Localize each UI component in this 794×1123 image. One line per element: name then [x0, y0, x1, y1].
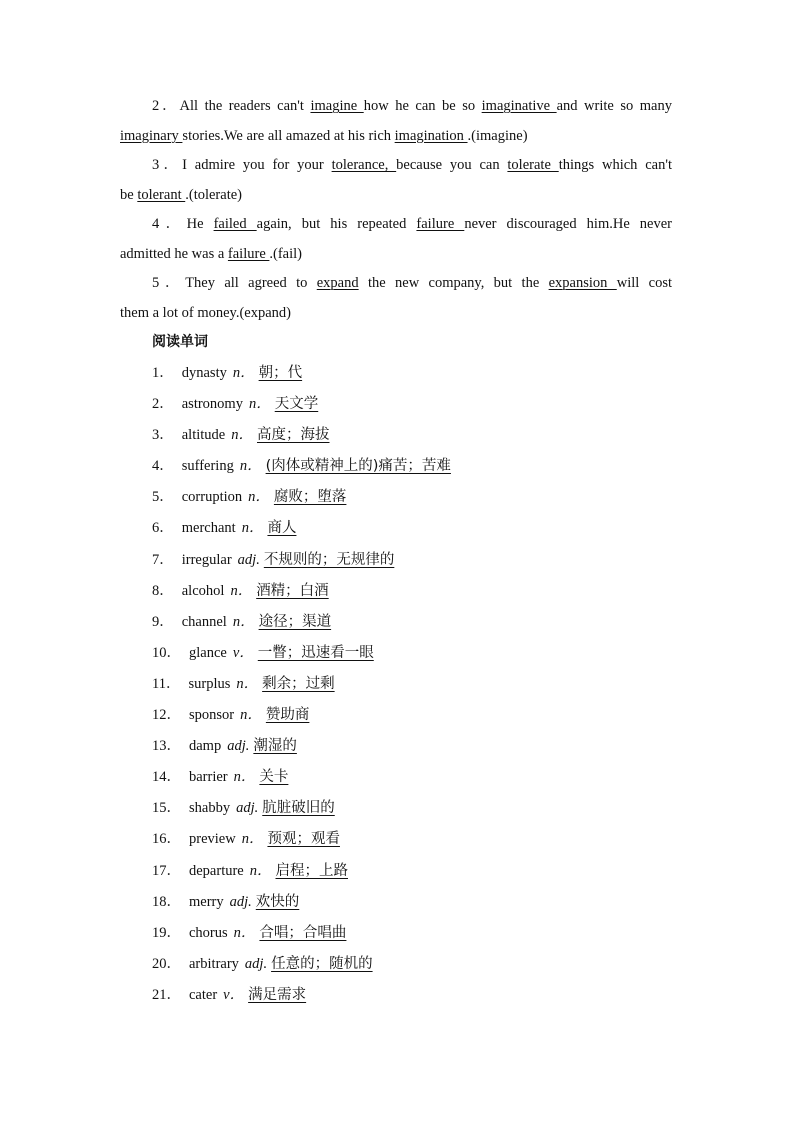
sentence-text: them a lot of money.(expand)	[120, 304, 291, 321]
exercise-item	[120, 210, 672, 269]
sentence-text: because you can	[396, 157, 508, 173]
vocab-number: 18．	[152, 893, 181, 910]
vocab-number: 6．	[152, 520, 174, 537]
vocab-number: 8．	[152, 582, 174, 599]
exercise-line-first	[120, 92, 672, 122]
vocab-meaning: 赞助商	[265, 707, 310, 724]
sentence-text: again, but his repeated	[256, 216, 417, 232]
exercise-line-first	[120, 269, 672, 299]
vocab-pos: n．	[233, 924, 256, 941]
vocab-number: 12．	[152, 707, 181, 724]
vocab-item	[152, 856, 451, 887]
sentence-text: how he can be so	[363, 98, 482, 114]
vocab-item	[152, 793, 451, 824]
vocab-word: alcohol	[181, 582, 225, 599]
vocab-meaning: 高度；海拔	[257, 427, 330, 444]
sentence-text: and write so many	[556, 98, 672, 114]
vocab-word: astronomy	[181, 396, 243, 413]
answer-blank: tolerant	[137, 186, 186, 203]
exercise-line-second	[120, 122, 672, 152]
exercise-line-first	[120, 210, 672, 240]
vocab-meaning: 天文学	[274, 396, 319, 413]
vocab-pos: adj.	[244, 955, 268, 972]
vocab-item	[152, 824, 451, 855]
vocab-number: 13．	[152, 738, 181, 755]
sentence-text: .(tolerate)	[185, 186, 242, 203]
vocab-item	[152, 980, 451, 1011]
vocab-item	[152, 451, 451, 482]
vocab-number: 9．	[152, 613, 174, 630]
vocab-number: 17．	[152, 862, 181, 879]
vocab-number: 5．	[152, 489, 174, 506]
vocab-word: chorus	[189, 924, 228, 941]
vocab-pos: n．	[231, 427, 253, 444]
answer-blank: expand	[316, 275, 359, 291]
vocab-meaning: 商人	[267, 520, 297, 537]
vocab-meaning: 任意的；随机的	[271, 955, 373, 972]
vocab-number: 3．	[152, 427, 174, 444]
vocab-pos: n．	[230, 582, 253, 599]
vocab-meaning: 肮脏破旧的	[262, 800, 335, 817]
sentence-text: .(fail)	[269, 245, 302, 262]
vocab-item	[152, 731, 451, 762]
vocab-meaning: 潮湿的	[253, 738, 297, 755]
vocab-item	[152, 513, 451, 544]
sentence-text: be	[120, 186, 138, 203]
vocab-pos: n．	[248, 489, 270, 506]
exercise-item	[120, 269, 672, 328]
sentence-text: They all agreed to	[185, 275, 317, 291]
vocab-meaning: 途径；渠道	[258, 613, 332, 630]
sentence-text: I admire you for your	[182, 157, 332, 173]
answer-blank: failure	[227, 245, 270, 262]
vocab-word: altitude	[181, 427, 226, 444]
vocab-meaning: 关卡	[259, 769, 289, 786]
vocab-word: merchant	[181, 520, 236, 537]
vocab-word: preview	[189, 831, 236, 848]
vocab-number: 11．	[152, 675, 181, 692]
vocab-item	[152, 482, 451, 513]
sentence-text: things which can't	[558, 157, 672, 173]
vocab-number: 1．	[152, 365, 174, 381]
vocab-pos: n．	[241, 520, 264, 537]
vocab-number: 4．	[152, 458, 174, 475]
vocab-item	[152, 358, 451, 389]
exercise-line-second	[120, 181, 672, 211]
sentence-text: the new company, but the	[358, 275, 549, 291]
sentence-text: stories.We are all amazed at his rich	[182, 127, 395, 144]
answer-blank: imaginary	[120, 127, 183, 144]
vocab-meaning: (肉体或精神上的)痛苦；苦难	[265, 458, 451, 475]
vocab-word: departure	[189, 862, 244, 879]
vocab-pos: n．	[233, 769, 256, 786]
vocab-item	[152, 887, 451, 918]
exercise-number: 3．	[152, 157, 183, 173]
answer-blank: imagination	[394, 127, 468, 144]
vocab-number: 16．	[152, 831, 181, 848]
vocab-pos: adj.	[229, 893, 252, 910]
vocab-pos: n．	[248, 396, 271, 413]
vocab-pos: n．	[236, 675, 259, 692]
exercise-item	[120, 151, 672, 210]
vocab-word: suffering	[181, 458, 234, 475]
vocab-word: arbitrary	[189, 955, 239, 972]
answer-blank: imaginative	[481, 98, 557, 114]
vocab-pos: v．	[223, 986, 245, 1003]
sentence-text: He	[186, 216, 214, 232]
vocab-meaning: 合唱；合唱曲	[259, 924, 347, 941]
vocab-pos: adj.	[227, 738, 250, 755]
answer-blank: failure	[416, 216, 465, 232]
vocab-item	[152, 762, 451, 793]
exercise-number: 5．	[152, 275, 186, 291]
vocab-item	[152, 638, 451, 669]
vocab-meaning: 酒精；白酒	[256, 582, 329, 599]
sentence-text: admitted he was a	[120, 245, 228, 262]
vocab-item	[152, 700, 451, 731]
answer-blank: tolerance,	[331, 157, 397, 173]
sentence-text: will cost	[616, 275, 673, 291]
vocab-pos: n．	[232, 365, 255, 381]
vocab-item	[152, 607, 451, 638]
vocab-word: cater	[189, 986, 218, 1003]
vocab-item	[152, 669, 451, 700]
vocab-number: 7．	[152, 551, 174, 568]
vocab-item	[152, 949, 451, 980]
vocab-word: sponsor	[189, 707, 235, 724]
vocab-word: surplus	[188, 675, 231, 692]
vocab-meaning: 一瞥；迅速看一眼	[257, 644, 374, 661]
vocab-pos: n．	[241, 831, 264, 848]
vocab-number: 10．	[152, 644, 181, 661]
vocab-word: channel	[181, 613, 227, 630]
vocab-item	[152, 576, 451, 607]
exercise-number: 2．	[152, 98, 180, 114]
vocab-word: dynasty	[181, 365, 227, 381]
sentence-text: never discouraged him.He never	[464, 216, 673, 232]
vocab-meaning: 朝；代	[258, 365, 303, 381]
vocab-meaning: 腐败；堕落	[273, 489, 347, 506]
exercise-line-second	[120, 299, 672, 329]
answer-blank: failed	[213, 216, 257, 232]
vocab-pos: n．	[239, 458, 262, 475]
vocab-word: damp	[189, 738, 222, 755]
vocab-word: irregular	[181, 551, 232, 568]
vocab-number: 19．	[152, 924, 181, 941]
vocab-word: merry	[189, 893, 224, 910]
vocab-word: shabby	[189, 800, 231, 817]
vocab-word: glance	[189, 644, 227, 661]
vocab-item	[152, 918, 451, 949]
answer-blank: imagine	[310, 98, 364, 114]
vocab-pos: n．	[232, 613, 255, 630]
exercise-number: 4．	[152, 216, 187, 232]
vocab-item	[152, 420, 451, 451]
vocab-number: 21．	[152, 986, 181, 1003]
sentence-text: .(imagine)	[467, 127, 528, 144]
vocab-meaning: 满足需求	[248, 986, 307, 1003]
exercise-line-first	[120, 151, 672, 181]
vocab-pos: n．	[240, 707, 262, 724]
vocab-item	[152, 389, 451, 420]
vocab-item	[152, 545, 451, 576]
vocab-pos: n．	[249, 862, 272, 879]
vocab-list	[152, 358, 451, 1011]
vocab-number: 20．	[152, 955, 181, 972]
answer-blank: expansion	[548, 275, 617, 291]
vocab-meaning: 预观；观看	[267, 831, 340, 848]
exercise-line-second	[120, 240, 672, 270]
exercise-item	[120, 92, 672, 151]
vocab-meaning: 剩余；过剩	[262, 675, 335, 692]
vocab-number: 14．	[152, 769, 181, 786]
vocab-word: corruption	[181, 489, 243, 506]
vocab-word: barrier	[189, 769, 228, 786]
vocab-meaning: 启程；上路	[275, 862, 348, 879]
vocab-number: 15．	[152, 800, 181, 817]
vocab-meaning: 欢快的	[255, 893, 300, 910]
answer-blank: tolerate	[507, 157, 559, 173]
vocab-pos: v．	[232, 644, 254, 661]
vocab-pos: adj.	[236, 800, 259, 817]
vocab-pos: adj.	[237, 551, 260, 568]
section-heading: 阅读单词	[152, 334, 208, 350]
vocab-number: 2．	[152, 396, 174, 413]
sentence-text: All the readers can't	[179, 98, 311, 114]
vocab-meaning: 不规则的；无规律的	[263, 551, 395, 568]
